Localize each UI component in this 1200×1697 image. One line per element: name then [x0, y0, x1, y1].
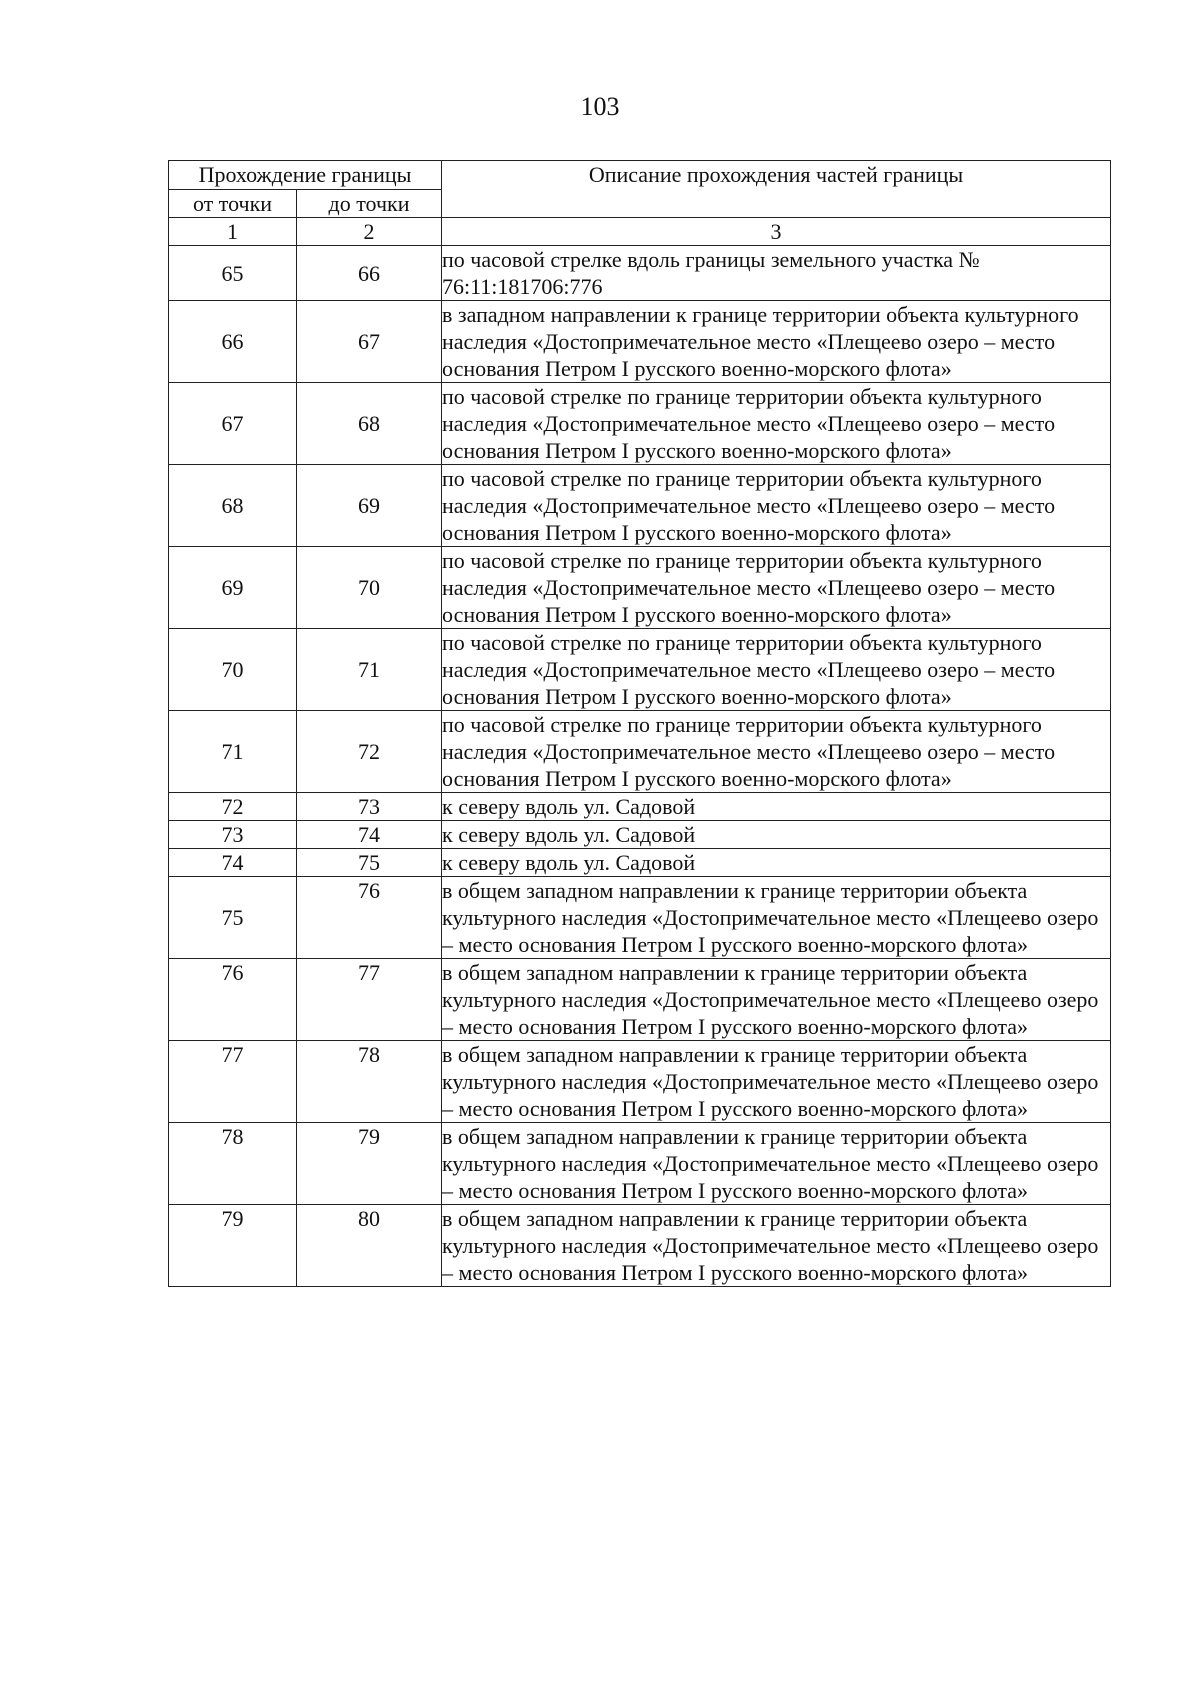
- column-number-3: 3: [442, 218, 1111, 246]
- to-point-cell: 78: [297, 1041, 442, 1123]
- table-row: [169, 383, 1111, 465]
- from-point-cell: 69: [169, 547, 297, 629]
- from-point-cell: 68: [169, 465, 297, 547]
- description-cell: по часовой стрелке вдоль границы земельного участка № 76:11:181706:776: [442, 246, 1111, 301]
- description-cell: в общем западном направлении к границе территории объекта культурного наследия «Достопримечательное место «Плещеево озеро – место основания Петром I русского военно-морского флота»: [442, 959, 1111, 1041]
- table-row: [169, 246, 1111, 301]
- table-row: [169, 959, 1111, 1041]
- description-cell: в общем западном направлении к границе территории объекта культурного наследия «Достопримечательное место «Плещеево озеро – место основания Петром I русского военно-морского флота»: [442, 1205, 1111, 1287]
- from-point-cell: 70: [169, 629, 297, 711]
- to-point-cell: 72: [297, 711, 442, 793]
- table-row: [169, 465, 1111, 547]
- to-point-cell: 71: [297, 629, 442, 711]
- description-cell: к северу вдоль ул. Садовой: [442, 849, 1111, 877]
- from-point-cell: 72: [169, 793, 297, 821]
- header-description: Описание прохождения частей границы: [442, 161, 1111, 218]
- from-point-cell: 76: [169, 959, 297, 1041]
- to-point-cell: 69: [297, 465, 442, 547]
- header-to-point: до точки: [297, 190, 442, 218]
- to-point-cell: 70: [297, 547, 442, 629]
- description-cell: по часовой стрелке по границе территории объекта культурного наследия «Достопримечательное место «Плещеево озеро – место основания Петром I русского военно-морского флота»: [442, 547, 1111, 629]
- description-cell: к северу вдоль ул. Садовой: [442, 821, 1111, 849]
- description-cell: в общем западном направлении к границе территории объекта культурного наследия «Достопримечательное место «Плещеево озеро – место основания Петром I русского военно-морского флота»: [442, 877, 1111, 959]
- from-point-cell: 75: [169, 877, 297, 959]
- table-header: [169, 161, 1111, 246]
- table-row: [169, 1123, 1111, 1205]
- boundary-table: [168, 160, 1111, 1287]
- to-point-cell: 77: [297, 959, 442, 1041]
- table-body: [169, 246, 1111, 1287]
- to-point-cell: 68: [297, 383, 442, 465]
- from-point-cell: 74: [169, 849, 297, 877]
- to-point-cell: 66: [297, 246, 442, 301]
- description-cell: в общем западном направлении к границе территории объекта культурного наследия «Достопримечательное место «Плещеево озеро – место основания Петром I русского военно-морского флота»: [442, 1123, 1111, 1205]
- description-cell: в общем западном направлении к границе территории объекта культурного наследия «Достопримечательное место «Плещеево озеро – место основания Петром I русского военно-морского флота»: [442, 1041, 1111, 1123]
- description-cell: по часовой стрелке по границе территории объекта культурного наследия «Достопримечательное место «Плещеево озеро – место основания Петром I русского военно-морского флота»: [442, 629, 1111, 711]
- from-point-cell: 73: [169, 821, 297, 849]
- to-point-cell: 79: [297, 1123, 442, 1205]
- from-point-cell: 77: [169, 1041, 297, 1123]
- to-point-cell: 76: [297, 877, 442, 959]
- table-row: [169, 711, 1111, 793]
- description-cell: к северу вдоль ул. Садовой: [442, 793, 1111, 821]
- header-from-point: от точки: [169, 190, 297, 218]
- header-row-group: [169, 161, 1111, 190]
- description-cell: по часовой стрелке по границе территории объекта культурного наследия «Достопримечательное место «Плещеево озеро – место основания Петром I русского военно-морского флота»: [442, 465, 1111, 547]
- table-row: [169, 301, 1111, 383]
- from-point-cell: 65: [169, 246, 297, 301]
- table-row: [169, 793, 1111, 821]
- from-point-cell: 66: [169, 301, 297, 383]
- column-number-2: 2: [297, 218, 442, 246]
- description-cell: по часовой стрелке по границе территории объекта культурного наследия «Достопримечательное место «Плещеево озеро – место основания Петром I русского военно-морского флота»: [442, 383, 1111, 465]
- description-cell: в западном направлении к границе территории объекта культурного наследия «Достопримечательное место «Плещеево озеро – место основания Петром I русского военно-морского флота»: [442, 301, 1111, 383]
- table-row: [169, 1205, 1111, 1287]
- table-row: [169, 849, 1111, 877]
- from-point-cell: 79: [169, 1205, 297, 1287]
- from-point-cell: 71: [169, 711, 297, 793]
- table-row: [169, 1041, 1111, 1123]
- to-point-cell: 67: [297, 301, 442, 383]
- from-point-cell: 67: [169, 383, 297, 465]
- from-point-cell: 78: [169, 1123, 297, 1205]
- table-row: [169, 547, 1111, 629]
- table-row: [169, 821, 1111, 849]
- table-row: [169, 877, 1111, 959]
- to-point-cell: 74: [297, 821, 442, 849]
- description-cell: по часовой стрелке по границе территории объекта культурного наследия «Достопримечательное место «Плещеево озеро – место основания Петром I русского военно-морского флота»: [442, 711, 1111, 793]
- table-row: [169, 629, 1111, 711]
- to-point-cell: 73: [297, 793, 442, 821]
- header-boundary-passage: Прохождение границы: [169, 161, 442, 190]
- header-column-numbers: [169, 218, 1111, 246]
- page-number: 103: [580, 92, 620, 121]
- to-point-cell: 80: [297, 1205, 442, 1287]
- to-point-cell: 75: [297, 849, 442, 877]
- column-number-1: 1: [169, 218, 297, 246]
